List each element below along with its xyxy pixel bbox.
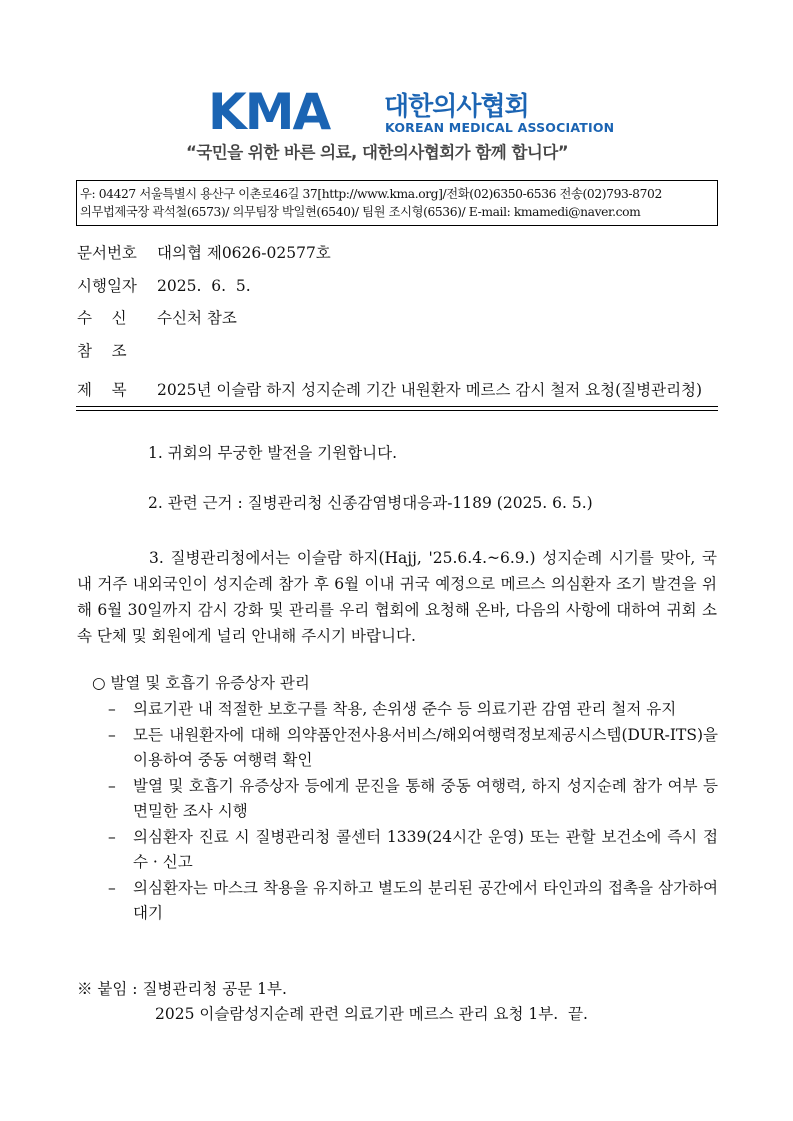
subject-underline-1 — [76, 406, 718, 407]
paragraph-2: 2. 관련 근거 : 질병관리청 신종감염병대응과-1189 (2025. 6. 5.) — [148, 494, 593, 512]
doc-number-row — [77, 242, 331, 264]
list-item-text: 발열 및 호흡기 유증상자 등에게 문진을 통해 중동 여행력, 하지 성지순례 참가 여부 등 면밀한 조사 시행 — [133, 776, 718, 820]
dash-marker: – — [108, 878, 116, 897]
doc-number: 대의협 제0626-02577호 — [157, 244, 331, 262]
reference-label: 참 조 — [77, 342, 127, 360]
slogan: “국민을 위한 바른 의료, 대한의사협회가 함께 합니다” — [186, 143, 569, 162]
reference-row — [77, 340, 157, 362]
date-row — [77, 275, 251, 297]
recipient-label: 수 신 — [77, 309, 127, 327]
paragraph-1: 1. 귀회의 무궁한 발전을 기원합니다. — [148, 444, 398, 462]
subject-label: 제 목 — [77, 381, 127, 399]
address-line-1: 우: 04427 서울특별시 용산구 이촌로46길 37[http://www.kma.org]/전화(02)6350-6536 전송(02)793-8702 — [80, 187, 662, 201]
recipient-row — [77, 307, 237, 329]
date-value: 2025. 6. 5. — [157, 277, 251, 295]
dash-marker: – — [108, 700, 116, 718]
list-item — [108, 825, 718, 876]
org-name-english: KOREAN MEDICAL ASSOCIATION — [385, 120, 615, 135]
attachment-line-1: ※ 붙임 : 질병관리청 공문 1부. — [77, 980, 287, 998]
paragraph-3-text: 3. 질병관리청에서는 이슬람 하지(Hajj, '25.6.4.~6.9.) 성지순례 시기를 맞아, 국내 거주 내외국인이 성지순례 참가 후 6월 이내 귀국 예정으로 메르스 의심환자 조기 발견을 위해 6월 30일까지 감시 강화 및 관리를 우리 협회에 요청해 온바, 다음의 사항에 대하여 귀회 소속 단체 및 회원에게 널리 안내해 주시기 바랍니다. — [77, 549, 717, 645]
subject-underline-2 — [76, 410, 718, 411]
list-item — [108, 723, 718, 774]
item-list — [108, 697, 718, 927]
doc-number-label: 문서번호 — [77, 244, 137, 262]
list-item — [108, 697, 718, 723]
attachment-line-2: 2025 이슬람성지순례 관련 의료기관 메르스 관리 요청 1부. 끝. — [155, 1005, 588, 1023]
org-name-korean: 대한의사협회 — [384, 92, 529, 122]
dash-marker: – — [108, 725, 116, 744]
subject-value: 2025년 이슬람 하지 성지순례 기간 내원환자 메르스 감시 철저 요청(질병관리청) — [157, 381, 703, 399]
subject-row — [77, 379, 702, 401]
paragraph-3 — [77, 545, 717, 649]
dash-marker: – — [108, 827, 116, 846]
section-title: ○ 발열 및 호흡기 유증상자 관리 — [92, 674, 310, 692]
list-item-text: 의심환자 진료 시 질병관리청 콜센터 1339(24시간 운영) 또는 관할 보건소에 즉시 접수 · 신고 — [133, 827, 718, 871]
dash-marker: – — [108, 776, 116, 795]
list-item-text: 의심환자는 마스크 착용을 유지하고 별도의 분리된 공간에서 타인과의 접촉을 삼가하여 대기 — [133, 878, 718, 922]
address-box — [76, 180, 718, 226]
address-line-2: 의무법제국장 곽석철(6573)/ 의무팀장 박일현(6540)/ 팀원 조시형(6536)/ E-mail: kmamedi@naver.com — [80, 205, 641, 219]
kma-logo-letters: KMA — [208, 83, 330, 141]
list-item-text: 모든 내원환자에 대해 의약품안전사용서비스/해외여행력정보제공시스템(DUR-ITS)을 이용하여 중동 여행력 확인 — [133, 725, 718, 769]
list-item — [108, 876, 718, 927]
list-item-text: 의료기관 내 적절한 보호구를 착용, 손위생 준수 등 의료기관 감염 관리 철저 유지 — [133, 700, 677, 718]
recipient-value: 수신처 참조 — [157, 309, 237, 327]
list-item — [108, 774, 718, 825]
date-label: 시행일자 — [77, 277, 137, 295]
